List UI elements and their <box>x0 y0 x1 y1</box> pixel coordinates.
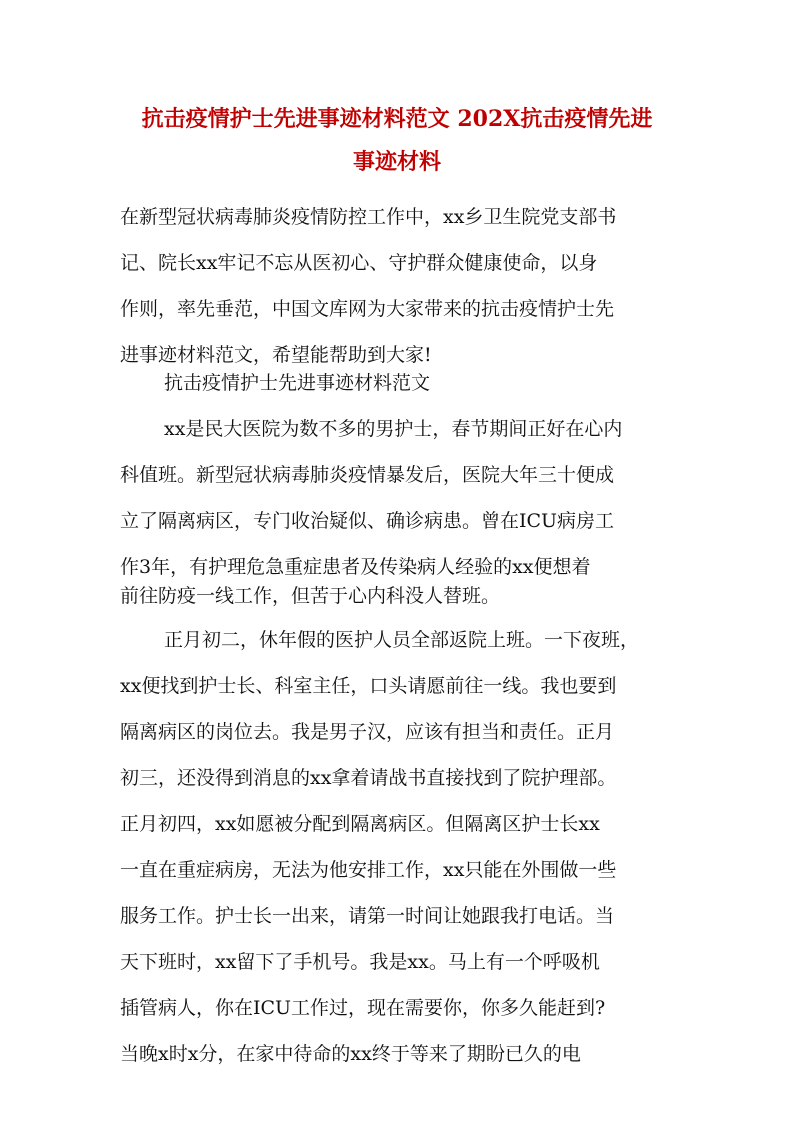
paragraph-line: 插管病人，你在ICU工作过，现在需要你，你多久能赶到? <box>120 997 606 1019</box>
paragraph-line: 隔离病区的岗位去。我是男子汉，应该有担当和责任。正月 <box>120 721 615 743</box>
paragraph-line: 科值班。新型冠状病毒肺炎疫情暴发后，医院大年三十便成 <box>120 464 615 486</box>
section-heading: 抗击疫情护士先进事迹材料范文 <box>164 372 431 394</box>
paragraph-line: 前往防疫一线工作，但苦于心内科没人替班。 <box>120 585 501 607</box>
paragraph-line: 初三，还没得到消息的xx拿着请战书直接找到了院护理部。 <box>120 767 617 789</box>
paragraph-line: 记、院长xx牢记不忘从医初心、守护群众健康使命，以身 <box>120 252 598 274</box>
paragraph-line: 在新型冠状病毒肺炎疫情防控工作中，xx乡卫生院党支部书 <box>120 206 617 228</box>
paragraph-line: 作3年，有护理危急重症患者及传染病人经验的xx便想着 <box>120 556 591 578</box>
paragraph-line: 天下班时，xx留下了手机号。我是xx。马上有一个呼吸机 <box>120 951 600 973</box>
paragraph-line: 进事迹材料范文，希望能帮助到大家! <box>120 344 432 366</box>
paragraph-line: 作则，率先垂范，中国文库网为大家带来的抗击疫情护士先 <box>120 298 615 320</box>
paragraph-line: 服务工作。护士长一出来，请第一时间让她跟我打电话。当 <box>120 905 615 927</box>
paragraph-line: 正月初二，休年假的医护人员全部返院上班。一下夜班， <box>164 629 640 651</box>
paragraph-line: 当晚x时x分，在家中待命的xx终于等来了期盼已久的电 <box>120 1043 581 1065</box>
paragraph-line: xx便找到护士长、科室主任，口头请愿前往一线。我也要到 <box>120 675 617 697</box>
paragraph-line: 一直在重症病房，无法为他安排工作，xx只能在外围做一些 <box>120 859 617 881</box>
document-title-line-1: 抗击疫情护士先进事迹材料范文 202X抗击疫情先进 <box>141 106 653 132</box>
document-title-line-2: 事迹材料 <box>352 149 441 175</box>
paragraph-line: 正月初四，xx如愿被分配到隔离病区。但隔离区护士长xx <box>120 813 600 835</box>
paragraph-line: 立了隔离病区，专门收治疑似、确诊病患。曾在ICU病房工 <box>120 510 615 532</box>
paragraph-line: xx是民大医院为数不多的男护士，春节期间正好在心内 <box>164 418 623 440</box>
